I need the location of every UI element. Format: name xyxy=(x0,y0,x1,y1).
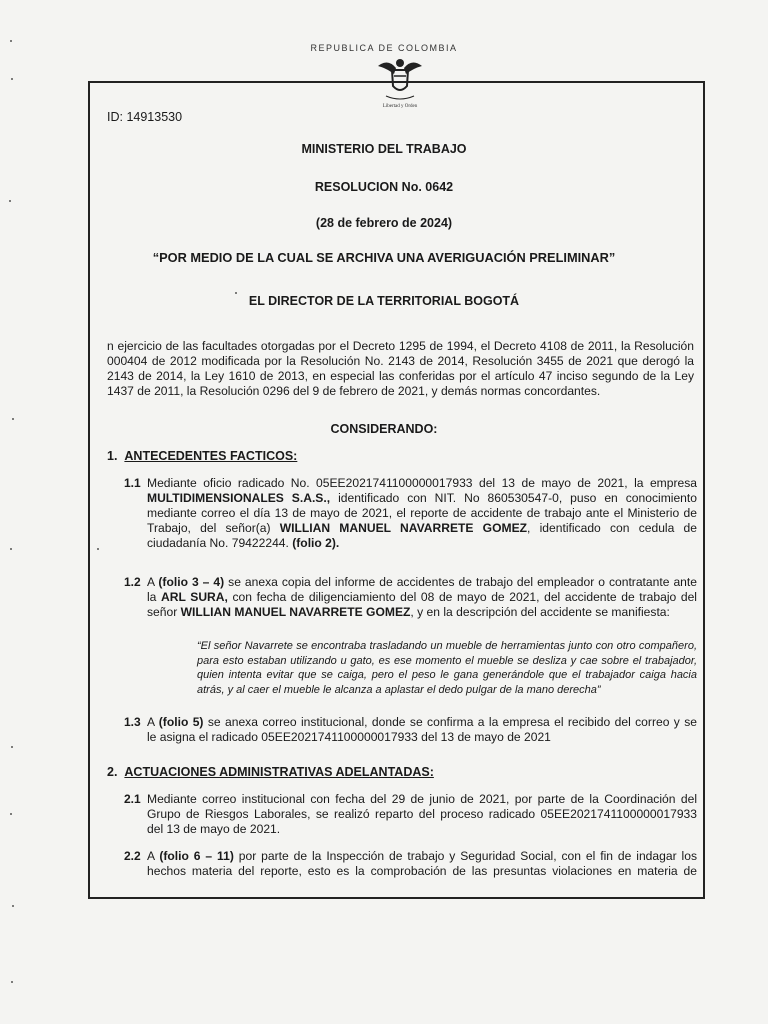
preamble-line: n ejercicio de las facultades otorgadas por el Decreto 1295 de 1994, el Decreto 4108 de 2011, la Resolución xyxy=(107,339,694,353)
text-line: hechos materia del reporte, esto es la comprobación de las presuntas violaciones en materia de xyxy=(147,864,697,878)
text-line xyxy=(147,605,697,620)
scan-speck xyxy=(9,200,11,202)
resolution-subject: “POR MEDIO DE LA CUAL SE ARCHIVA UNA AVERIGUACIÓN PRELIMINAR” xyxy=(152,250,616,265)
section-title: ANTECEDENTES FACTICOS: xyxy=(124,449,298,463)
text-line xyxy=(147,590,697,605)
quote-line: quien intenta evitar que se caiga, pero el peso le gana generándole que el trabajador caiga hacia xyxy=(197,669,697,681)
text-fragment: A xyxy=(147,715,159,729)
scan-speck xyxy=(10,40,12,42)
text-fragment: por parte de la Inspección de trabajo y Seguridad Social, con el fin de indagar los xyxy=(233,849,697,863)
scan-speck xyxy=(11,746,13,748)
text-fragment: Trabajo, del señor(a) xyxy=(147,521,280,535)
text-line: del 13 de mayo de 2021. xyxy=(147,822,281,836)
accident-description-quote xyxy=(197,639,697,697)
text-fragment: , y en la descripción del accidente se manifiesta: xyxy=(410,605,670,619)
section-1-heading xyxy=(107,449,297,463)
document-id: ID: 14913530 xyxy=(107,110,183,124)
scan-speck xyxy=(11,981,13,983)
item-2-2-text xyxy=(147,849,697,879)
section-title: ACTUACIONES ADMINISTRATIVAS ADELANTADAS: xyxy=(124,765,434,779)
considerando-heading: CONSIDERANDO: xyxy=(330,422,438,436)
text-fragment: identificado con NIT. No 860530547-0, puso en conocimiento xyxy=(330,491,697,505)
text-fragment: se anexa correo institucional, donde se confirma a la empresa el recibido del correo y se xyxy=(203,715,697,729)
text-line xyxy=(147,521,697,536)
text-fragment: , identificado con cedula de xyxy=(527,521,697,535)
preamble xyxy=(107,339,694,399)
country-header: REPUBLICA DE COLOMBIA xyxy=(310,43,458,53)
worker-name: WILLIAN MANUEL NAVARRETE GOMEZ xyxy=(279,521,528,535)
text-fragment: se anexa copia del informe de accidentes de trabajo del empleador o contratante ante xyxy=(224,575,697,589)
ministry-title: MINISTERIO DEL TRABAJO xyxy=(301,142,467,156)
quote-line: para esto estaban utilizando u gato, es ese momento el mueble se desliza y cae sobre el trabajador, xyxy=(197,654,697,667)
text-line xyxy=(147,715,697,730)
scan-speck xyxy=(10,813,12,815)
scan-speck xyxy=(12,418,14,420)
section-2-heading xyxy=(107,765,434,779)
text-fragment: A xyxy=(147,849,160,863)
seal-caption: Libertad y Orden xyxy=(382,104,418,109)
text-line xyxy=(147,849,697,864)
preamble-line: 1437 de 2011, la Resolución 0296 del 9 de febrero de 2021, y demás normas concordantes. xyxy=(107,384,601,398)
scan-speck xyxy=(10,548,12,550)
item-1-3-text xyxy=(147,715,697,745)
resolution-number: RESOLUCION No. 0642 xyxy=(314,180,454,194)
preamble-line: 000404 de 2012 modificada por la Resolución No. 2143 de 2014, Resolución 3455 de 2021 que derogó la xyxy=(107,354,694,368)
section-number: 2. xyxy=(107,765,118,779)
folio-ref: (folio 3 – 4) xyxy=(158,575,225,589)
text-line xyxy=(147,575,697,590)
section-number: 1. xyxy=(107,449,118,463)
scan-speck xyxy=(12,905,14,907)
item-1-1-text xyxy=(147,476,697,551)
quote-line: “El señor Navarrete se encontraba trasladando un mueble de herramientas junto con otro compañero, xyxy=(197,640,697,652)
text-line: mediante correo el día 13 de mayo de 2021, el reporte de accidente de trabajo ante el Ministerio de xyxy=(147,506,697,520)
text-line xyxy=(147,491,697,506)
folio-ref: (folio 5) xyxy=(158,715,204,729)
text-fragment: ciudadanía No. 79422244. xyxy=(147,536,293,550)
worker-name: WILLIAN MANUEL NAVARRETE GOMEZ xyxy=(180,605,411,619)
item-number: 2.1 xyxy=(124,792,141,806)
text-fragment: A xyxy=(147,575,159,589)
quote-line: atrás, y al caer el mueble le alcanza a aplastar el dedo pulgar de la mano derecha” xyxy=(197,683,601,696)
preamble-line: 2143 de 2014, la Ley 1610 de 2013, en especial las conferidas por el artículo 47 inciso segundo de la Ley xyxy=(107,369,694,383)
text-line: Mediante oficio radicado No. 05EE2021741100000017933 del 13 de mayo de 2021, la empresa xyxy=(147,476,697,490)
arl-name: ARL SURA, xyxy=(161,590,228,604)
folio-ref: (folio 6 – 11) xyxy=(159,849,234,863)
text-fragment: señor xyxy=(147,605,181,619)
item-2-1-text xyxy=(147,792,697,837)
text-line: Mediante correo institucional con fecha del 29 de junio de 2021, por parte de la Coordinación del xyxy=(147,792,697,806)
item-number: 1.3 xyxy=(124,715,141,729)
scan-speck xyxy=(11,78,13,80)
text-fragment: la xyxy=(147,590,162,604)
text-fragment: con fecha de diligenciamiento del 08 de mayo de 2021, del accidente de trabajo del xyxy=(227,590,697,604)
item-number: 2.2 xyxy=(124,849,141,863)
text-line xyxy=(147,536,697,551)
text-line: Grupo de Riesgos Laborales, se realizó reparto del proceso radicado 05EE2021741100000017933 xyxy=(147,807,697,821)
item-number: 1.2 xyxy=(124,575,141,589)
folio-ref: (folio 2). xyxy=(292,536,340,550)
item-1-2-text xyxy=(147,575,697,620)
text-line: le asigna el radicado 05EE2021741100000017933 del 13 de mayo de 2021 xyxy=(147,730,551,744)
issuer-title: EL DIRECTOR DE LA TERRITORIAL BOGOTÁ xyxy=(248,294,520,308)
company-name: MULTIDIMENSIONALES S.A.S., xyxy=(147,491,331,505)
resolution-date: (28 de febrero de 2024) xyxy=(315,216,453,230)
item-number: 1.1 xyxy=(124,476,141,490)
